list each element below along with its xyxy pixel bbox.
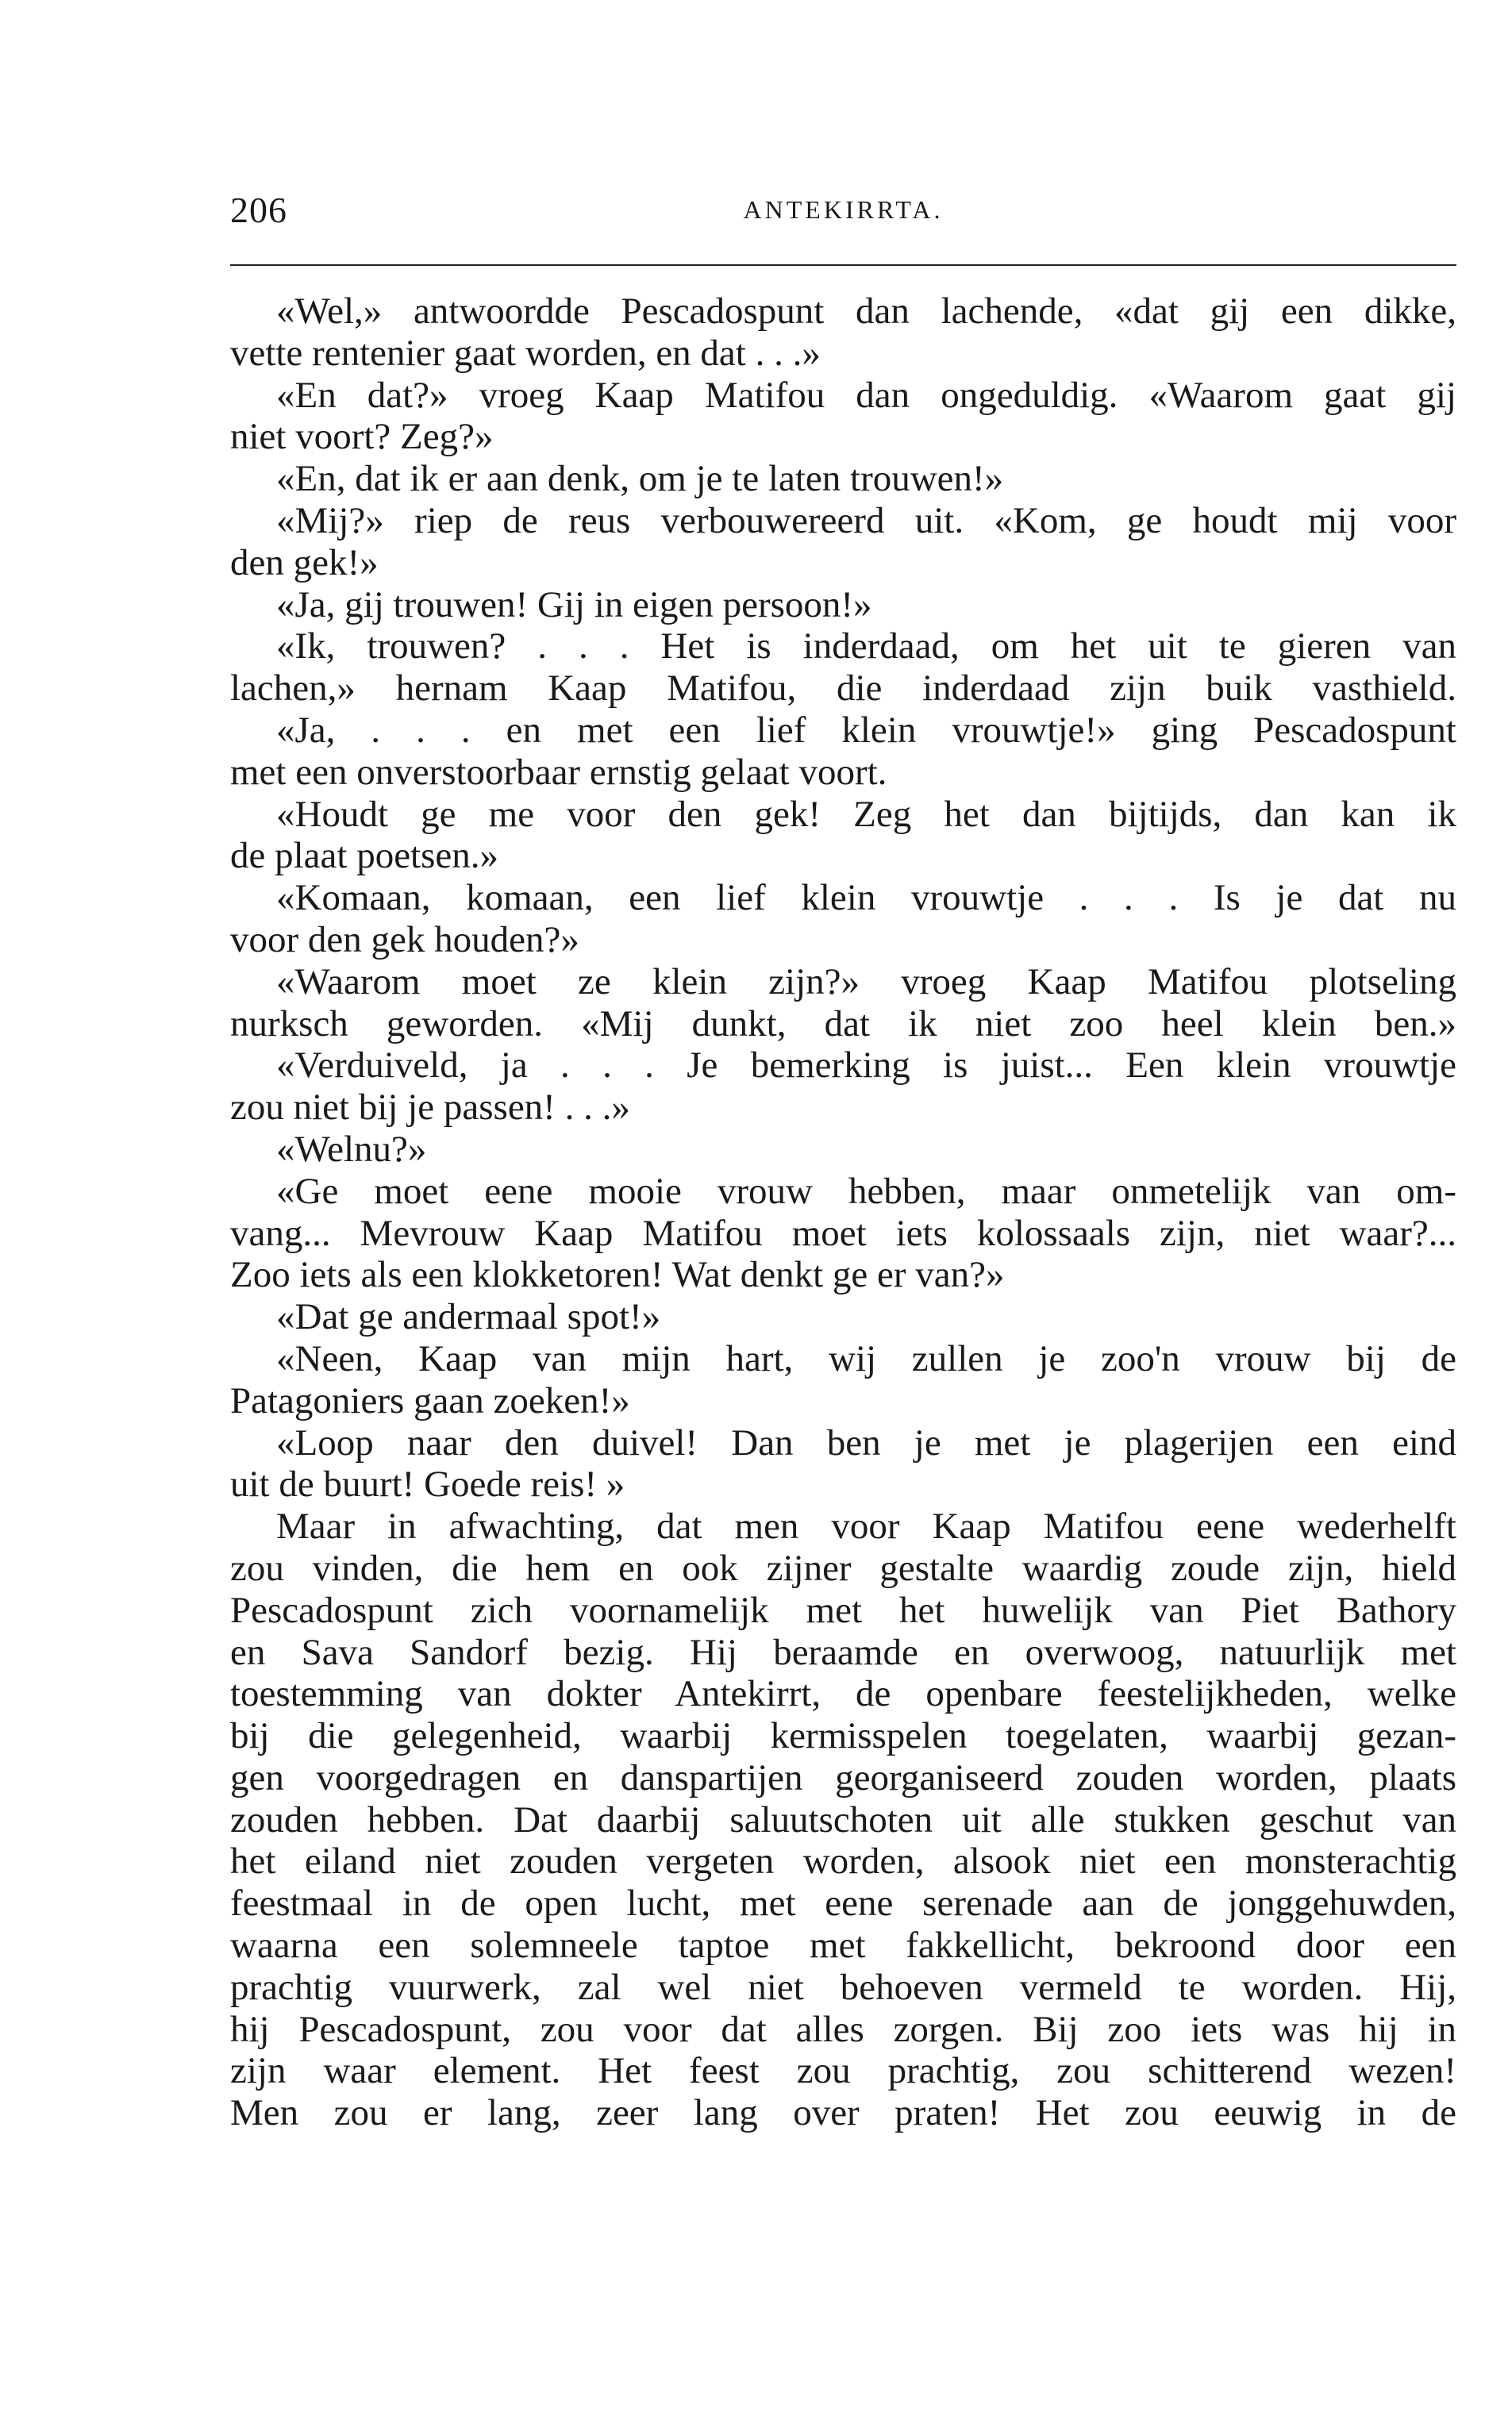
text-line: «Verduiveld, ja . . . Je bemerking is juist... Een klein vrouwtje <box>276 1044 1456 1087</box>
text-line: gen voorgedragen en danspartijen georganiseerd zouden worden, plaats <box>230 1756 1456 1798</box>
text-line: den gek!» <box>230 541 379 583</box>
text-line: de plaat poetsen.» <box>230 835 499 877</box>
text-line: «Waarom moet ze klein zijn?» vroeg Kaap Matifou plotseling <box>276 960 1456 1002</box>
text-line: «Loop naar den duivel! Dan ben je met je plagerijen een eind <box>276 1421 1456 1464</box>
text-line: waarna een solemneele taptoe met fakkellicht, bekroond door een <box>230 1925 1456 1967</box>
body-text <box>230 290 1456 2134</box>
text-line: toestemming van dokter Antekirrt, de openbare feestelijkheden, welke <box>230 1673 1456 1715</box>
text-line: «Ja, gij trouwen! Gij in eigen persoon!» <box>276 583 872 625</box>
text-line: «Mij?» riep de reus verbouwereerd uit. «Kom, ge houdt mij voor <box>276 499 1456 541</box>
text-line: zijn waar element. Het feest zou prachtig, zou schitterend wezen! <box>230 2050 1456 2092</box>
text-line: zou vinden, die hem en ook zijner gestalte waardig zoude zijn, hield <box>230 1547 1456 1589</box>
text-line: nurksch geworden. «Mij dunkt, dat ik niet zoo heel klein ben.» <box>230 1002 1456 1044</box>
text-line: vang... Mevrouw Kaap Matifou moet iets kolossaals zijn, niet waar?... <box>230 1212 1456 1254</box>
text-line: Men zou er lang, zeer lang over praten! Het zou eeuwig in de <box>230 2092 1456 2134</box>
running-title: ANTEKIRRTA. <box>743 195 944 224</box>
page-number: 206 <box>230 190 287 230</box>
text-line: «Ja, . . . en met een lief klein vrouwtje!» ging Pescadospunt <box>276 709 1456 751</box>
text-line: Pescadospunt zich voornamelijk met het huwelijk van Piet Bathory <box>230 1589 1456 1631</box>
text-line: «Neen, Kaap van mijn hart, wij zullen je zoo'n vrouw bij de <box>276 1337 1456 1379</box>
text-line: niet voort? Zeg?» <box>230 416 494 458</box>
text-line: «Komaan, komaan, een lief klein vrouwtje . . . Is je dat nu <box>276 877 1456 919</box>
text-line: hij Pescadospunt, zou voor dat alles zorgen. Bij zoo iets was hij in <box>230 2008 1456 2050</box>
text-line: Maar in afwachting, dat men voor Kaap Matifou eene wederhelft <box>276 1506 1456 1548</box>
text-line: «En, dat ik er aan denk, om je te laten trouwen!» <box>276 458 1004 500</box>
text-line: «Wel,» antwoordde Pescadospunt dan lachende, «dat gij een dikke, <box>276 290 1456 332</box>
text-line: vette rentenier gaat worden, en dat . . .» <box>230 332 821 374</box>
text-line: en Sava Sandorf bezig. Hij beraamde en overwoog, natuurlijk met <box>230 1631 1456 1673</box>
text-line: Patagoniers gaan zoeken!» <box>230 1379 630 1421</box>
text-line: zou niet bij je passen! . . .» <box>230 1087 630 1129</box>
text-line: uit de buurt! Goede reis! » <box>230 1464 625 1506</box>
text-line: met een onverstoorbaar ernstig gelaat voort. <box>230 751 887 793</box>
text-line: voor den gek houden?» <box>230 918 579 960</box>
text-line: prachtig vuurwerk, zal wel niet behoeven vermeld te worden. Hij, <box>230 1966 1456 2008</box>
text-line: «Welnu?» <box>276 1128 427 1170</box>
text-line: «Ik, trouwen? . . . Het is inderdaad, om het uit te gieren van <box>276 625 1456 667</box>
text-line: «Dat ge andermaal spot!» <box>276 1296 661 1338</box>
text-line: «Ge moet eene mooie vrouw hebben, maar onmetelijk van om- <box>276 1170 1456 1212</box>
text-line: zouden hebben. Dat daarbij saluutschoten uit alle stukken geschut van <box>230 1798 1456 1841</box>
header-rule <box>230 264 1456 266</box>
text-line: «En dat?» vroeg Kaap Matifou dan ongeduldig. «Waarom gaat gij <box>276 374 1456 416</box>
text-line: bij die gelegenheid, waarbij kermisspelen toegelaten, waarbij gezan- <box>230 1715 1456 1757</box>
text-line: Zoo iets als een klokketoren! Wat denkt ge er van?» <box>230 1254 1005 1296</box>
text-line: feestmaal in de open lucht, met eene serenade aan de jonggehuwden, <box>230 1883 1456 1925</box>
page-header <box>230 189 1456 237</box>
text-line: «Houdt ge me voor den gek! Zeg het dan bijtijds, dan kan ik <box>276 793 1456 835</box>
text-line: lachen,» hernam Kaap Matifou, die inderdaad zijn buik vasthield. <box>230 667 1456 710</box>
text-line: het eiland niet zouden vergeten worden, alsook niet een monsterachtig <box>230 1841 1456 1883</box>
